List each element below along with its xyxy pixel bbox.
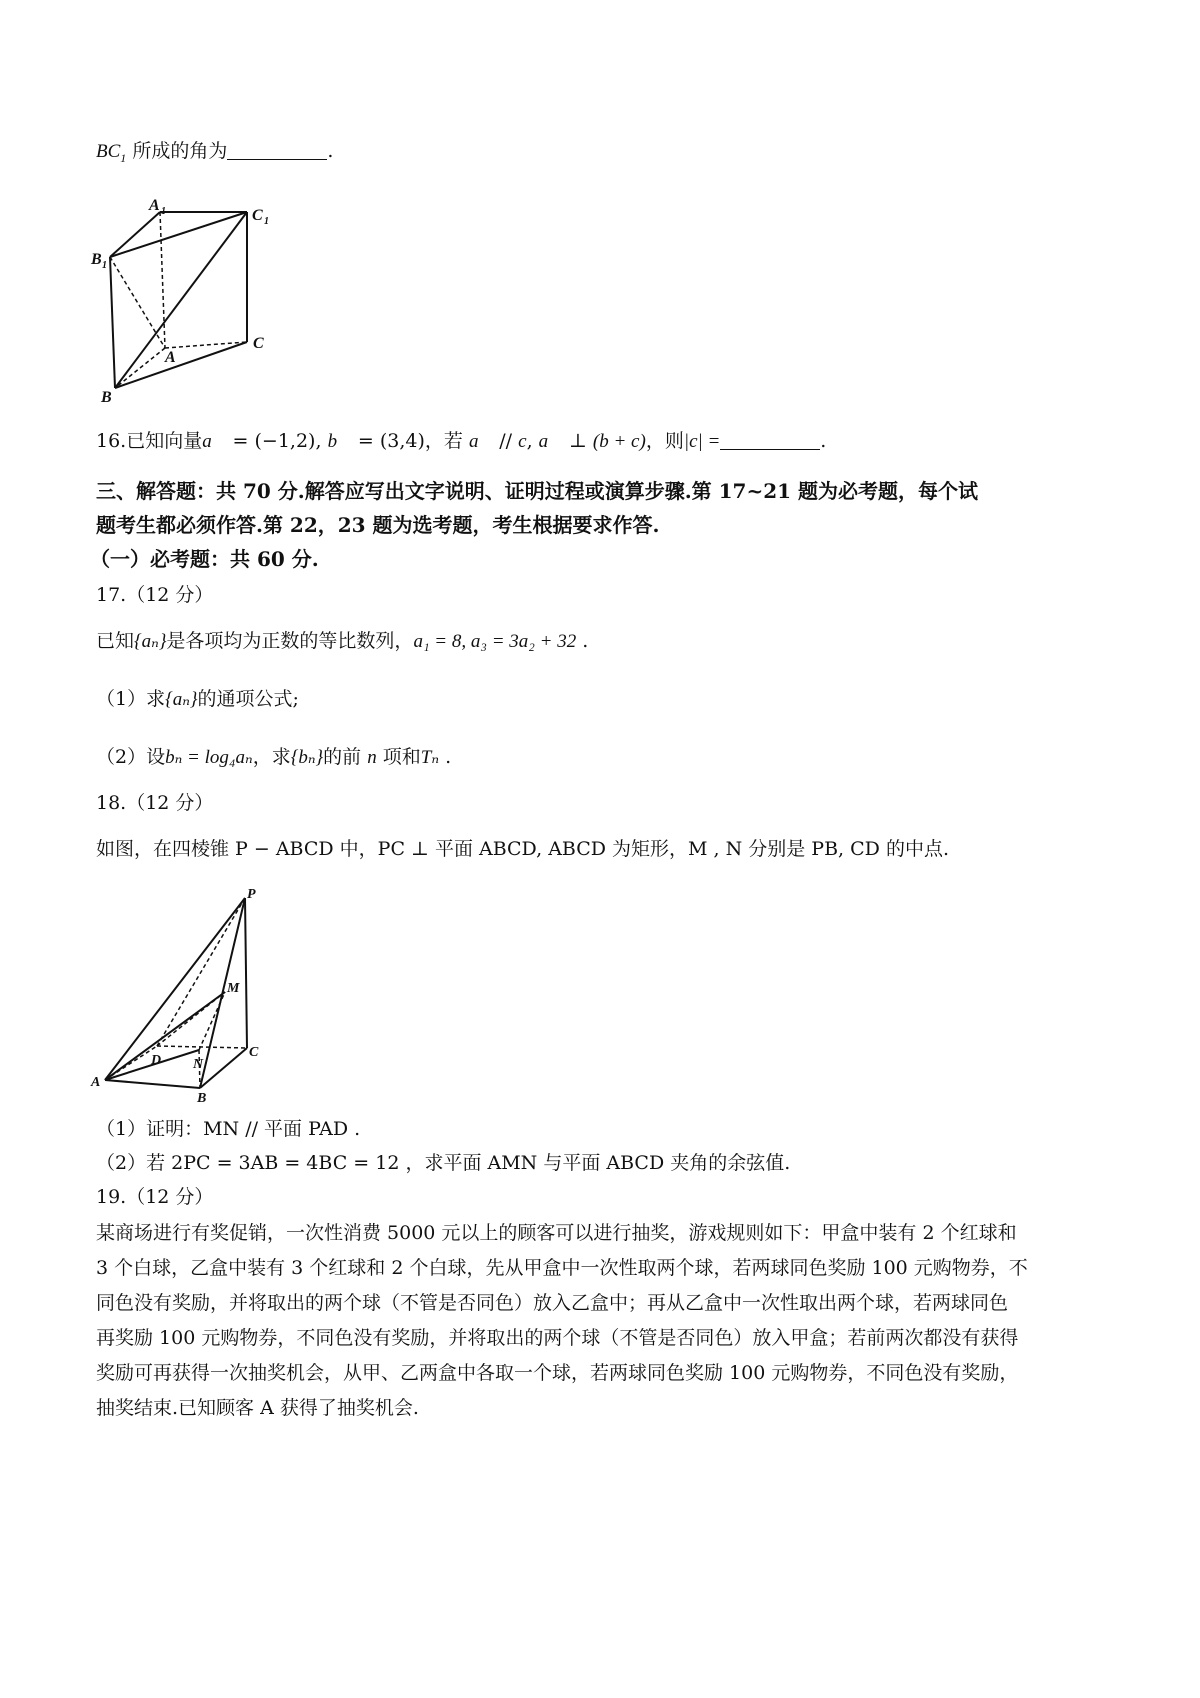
q15-end: . xyxy=(327,140,334,162)
q17-part1 xyxy=(96,686,299,713)
section3-line2: 题考生都必须作答.第 22，23 题为选考题，考生根据要求作答. xyxy=(96,513,660,537)
q15-var: BC xyxy=(96,141,121,162)
q16-end: . xyxy=(820,430,827,452)
label-A1-sub: 1 xyxy=(161,206,166,217)
label-C: C xyxy=(253,335,264,352)
q17-p2-a: （2）设 xyxy=(96,746,166,768)
q16-cond-c: c xyxy=(518,431,527,452)
label-A2: A xyxy=(91,1075,101,1090)
label-C1: C xyxy=(252,207,263,224)
q16-abs: |c| = xyxy=(683,431,721,452)
section3-line1: 三、解答题：共 70 分.解答应写出文字说明、证明过程或演算步骤.第 17~21 题为必考题，每个试 xyxy=(96,479,979,503)
pyramid-figure xyxy=(85,880,265,1105)
label-B: B xyxy=(101,389,112,406)
label-D: D xyxy=(151,1053,162,1068)
q17-p2-b: ，求 xyxy=(252,746,291,768)
q17-stem: 已知{aₙ}是各项均为正数的等比数列，a₁ = 8, a₃ = 3a₂ + 32 . xyxy=(96,630,589,652)
answer-blank-15[interactable] xyxy=(227,141,327,160)
q17-p2-d: 项和 xyxy=(382,746,421,768)
q16-prefix: 16.已知向量 xyxy=(96,430,203,452)
q17-p2-math: bₙ = log₄aₙ xyxy=(165,747,253,768)
q19-line: 同色没有奖励，并将取出的两个球（不管是否同色）放入乙盒中；再从乙盒中一次性取出两个球，若两球同色 xyxy=(96,1292,1009,1314)
label-N: N xyxy=(193,1057,204,1072)
q19-line: 某商场进行有奖促销，一次性消费 5000 元以上的顾客可以进行抽奖，游戏规则如下：甲盒中装有 2 个红球和 xyxy=(96,1222,1017,1244)
q15-var-sub: 1 xyxy=(120,151,127,165)
q19-line: 3 个白球，乙盒中装有 3 个红球和 2 个白球，先从甲盒中一次性取两个球，若两球同色奖励 100 元购物券，不 xyxy=(96,1257,1028,1279)
q17-p2-c: 的前 xyxy=(323,746,362,768)
q16-line: 16.已知向量a⃗ = (−1,2), b⃗ = (3,4)，若 a⃗ // c, a⃗ ⊥ (b + c)，则|c| = . xyxy=(96,430,827,452)
label-M: M xyxy=(227,981,240,996)
q16-perp: ⊥ xyxy=(568,430,587,452)
q17-head: 17.（12 分） xyxy=(96,584,214,606)
label-B1: B xyxy=(91,251,102,268)
q17-p2-n: n xyxy=(367,747,377,768)
section3-subtitle: （一）必考题：共 60 分. xyxy=(90,547,319,571)
q19-line: 奖励可再获得一次抽奖机会，从甲、乙两盒中各取一个球，若两球同色奖励 100 元购物券，不同色没有奖励， xyxy=(96,1362,1019,1384)
q17-p1-seq: {aₙ} xyxy=(165,689,198,710)
q16-vector-b: (3,4) xyxy=(379,430,425,452)
q18-part2: （2）若 2PC = 3AB = 4BC = 12 ，求平面 AMN 与平面 ABCD 夹角的余弦值. xyxy=(96,1152,791,1174)
q18-part1: （1）证明：MN // 平面 PAD . xyxy=(96,1118,361,1140)
q19-line: 再奖励 100 元购物券，不同色没有奖励，并将取出的两个球（不管是否同色）放入甲盒；若前两次都没有获得 xyxy=(96,1327,1019,1349)
label-A1: A xyxy=(149,197,160,214)
q17-part2: （2）设bₙ = log₄aₙ，求{bₙ}的前 n 项和Tₙ . xyxy=(96,746,452,768)
q17-p2-seq: {bₙ} xyxy=(290,747,324,768)
q16-then: ，则 xyxy=(645,430,684,452)
q19-head: 19.（12 分） xyxy=(96,1186,214,1208)
q17-stem-b: 是各项均为正数的等比数列， xyxy=(166,630,414,652)
label-B1-sub: 1 xyxy=(102,260,107,271)
q16-mid: ，若 xyxy=(424,430,463,452)
q17-stem-math: a₁ = 8, a₃ = 3a₂ + 32 xyxy=(413,631,577,652)
label-A: A xyxy=(165,349,176,366)
label-P: P xyxy=(247,887,256,902)
answer-blank-16[interactable] xyxy=(720,431,820,450)
q17-seq-a: {aₙ} xyxy=(134,631,167,652)
prism-figure xyxy=(85,190,285,410)
q17-stem-a: 已知 xyxy=(96,630,135,652)
q17-p1-b: 的通项公式; xyxy=(197,688,299,710)
q18-stem: 如图，在四棱锥 P − ABCD 中，PC ⊥ 平面 ABCD, ABCD 为矩形，M , N 分别是 PB, CD 的中点. xyxy=(96,838,949,860)
q16-sum: (b + c) xyxy=(592,431,646,452)
label-B2: B xyxy=(197,1091,207,1105)
q15-text: 所成的角为 xyxy=(132,140,228,162)
label-C2: C xyxy=(249,1045,259,1060)
q15-tail xyxy=(96,138,333,171)
q17-p2-T: Tₙ xyxy=(420,747,440,768)
label-C1-sub: 1 xyxy=(264,216,269,227)
q19-line: 抽奖结束.已知顾客 A 获得了抽奖机会. xyxy=(96,1397,419,1419)
q16-vector-a: (−1,2) xyxy=(254,430,316,452)
q17-p1-a: （1）求 xyxy=(96,688,166,710)
q18-head: 18.（12 分） xyxy=(96,792,214,814)
